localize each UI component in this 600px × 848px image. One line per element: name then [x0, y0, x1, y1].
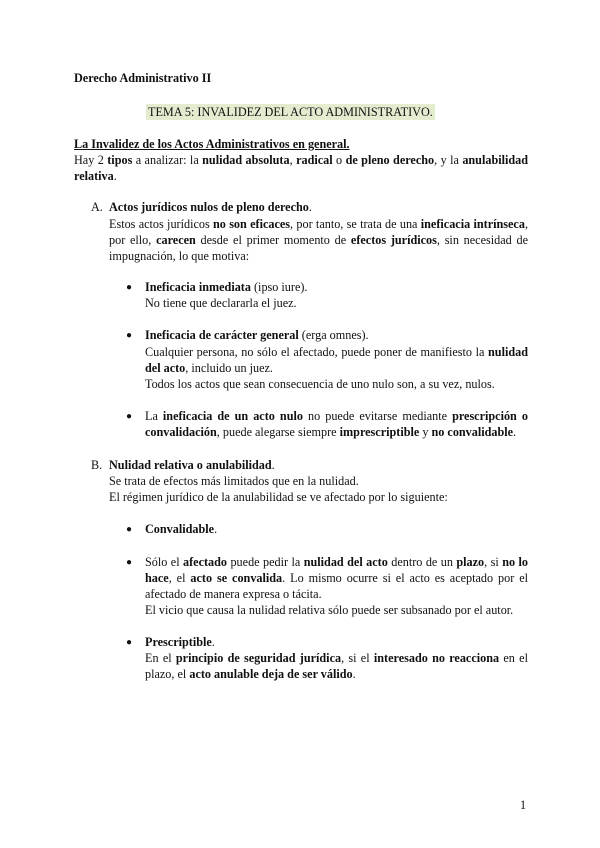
course-title: Derecho Administrativo II: [74, 71, 212, 85]
bullet-icon: ●: [126, 637, 133, 648]
a-bullet-3-line-2: convalidación, puede alegarse siempre imprescriptible y no convalidable.: [145, 425, 517, 439]
b-bullet-1: Convalidable.: [145, 522, 218, 536]
b-bullet-2-line-1: Sólo el afectado puede pedir la nulidad del acto dentro de un plazo, si no lo: [145, 555, 529, 569]
section-b-para-1: Se trata de efectos más limitados que en la nulidad.: [109, 474, 359, 488]
section-b-para-2: El régimen jurídico de la anulabilidad se ve afectado por lo siguiente:: [109, 490, 448, 504]
bullet-icon: ●: [126, 282, 133, 293]
b-bullet-3-line-1: En el principio de seguridad jurídica, si el interesado no reacciona en el: [145, 651, 528, 665]
intro-line-1: Hay 2 tipos a analizar: la nulidad absoluta, radical o de pleno derecho, y la anulabilidad: [74, 153, 529, 167]
section-a-marker: A.: [91, 200, 103, 214]
b-bullet-3-line-2: plazo, el acto anulable deja de ser válido.: [145, 667, 356, 681]
bullet-icon: ●: [126, 411, 133, 422]
a-bullet-2-line-3: del acto, incluido un juez.: [145, 361, 273, 375]
topic-title: TEMA 5: INVALIDEZ DEL ACTO ADMINISTRATIVO.: [148, 105, 433, 119]
intro-line-2: relativa.: [74, 169, 117, 183]
a-bullet-3-line-1: La ineficacia de un acto nulo no puede evitarse mediante prescripción o: [145, 409, 528, 423]
b-bullet-2-line-3: afectado de manera expresa o tácita.: [145, 587, 322, 601]
a-bullet-1-line-1: Ineficacia inmediata (ipso iure).: [145, 280, 308, 294]
bullet-icon: ●: [126, 557, 133, 568]
b-bullet-3-title: Prescriptible.: [145, 635, 215, 649]
section-a-para-line-1: Estos actos jurídicos no son eficaces, por tanto, se trata de una ineficacia intrínseca,: [109, 217, 528, 231]
section-b-marker: B.: [91, 458, 103, 472]
a-bullet-2-line-4: Todos los actos que sean consecuencia de uno nulo son, a su vez, nulos.: [145, 377, 495, 391]
a-bullet-1-line-2: No tiene que declararla el juez.: [145, 296, 297, 310]
section-b-title: Nulidad relativa o anulabilidad.: [109, 458, 275, 472]
page-number: 1: [520, 798, 527, 812]
section-a-title: Actos jurídicos nulos de pleno derecho.: [109, 200, 312, 214]
section-a-para-line-3: impugnación, lo que motiva:: [109, 249, 250, 263]
a-bullet-2-line-2: Cualquier persona, no sólo el afectado, puede poner de manifiesto la nulidad: [145, 345, 528, 359]
a-bullet-2-line-1: Ineficacia de carácter general (erga omnes).: [145, 328, 369, 342]
b-bullet-2-line-4: El vicio que causa la nulidad relativa sólo puede ser subsanado por el autor.: [145, 603, 514, 617]
section-a-para-line-2: por ello, carecen desde el primer momento de efectos jurídicos, sin necesidad de: [109, 233, 528, 247]
bullet-icon: ●: [126, 524, 133, 535]
section-heading: La Invalidez de los Actos Administrativos en general.: [74, 137, 350, 151]
b-bullet-2-line-2: hace, el acto se convalida. Lo mismo ocurre si el acto es aceptado por el: [145, 571, 528, 585]
bullet-icon: ●: [126, 330, 133, 341]
